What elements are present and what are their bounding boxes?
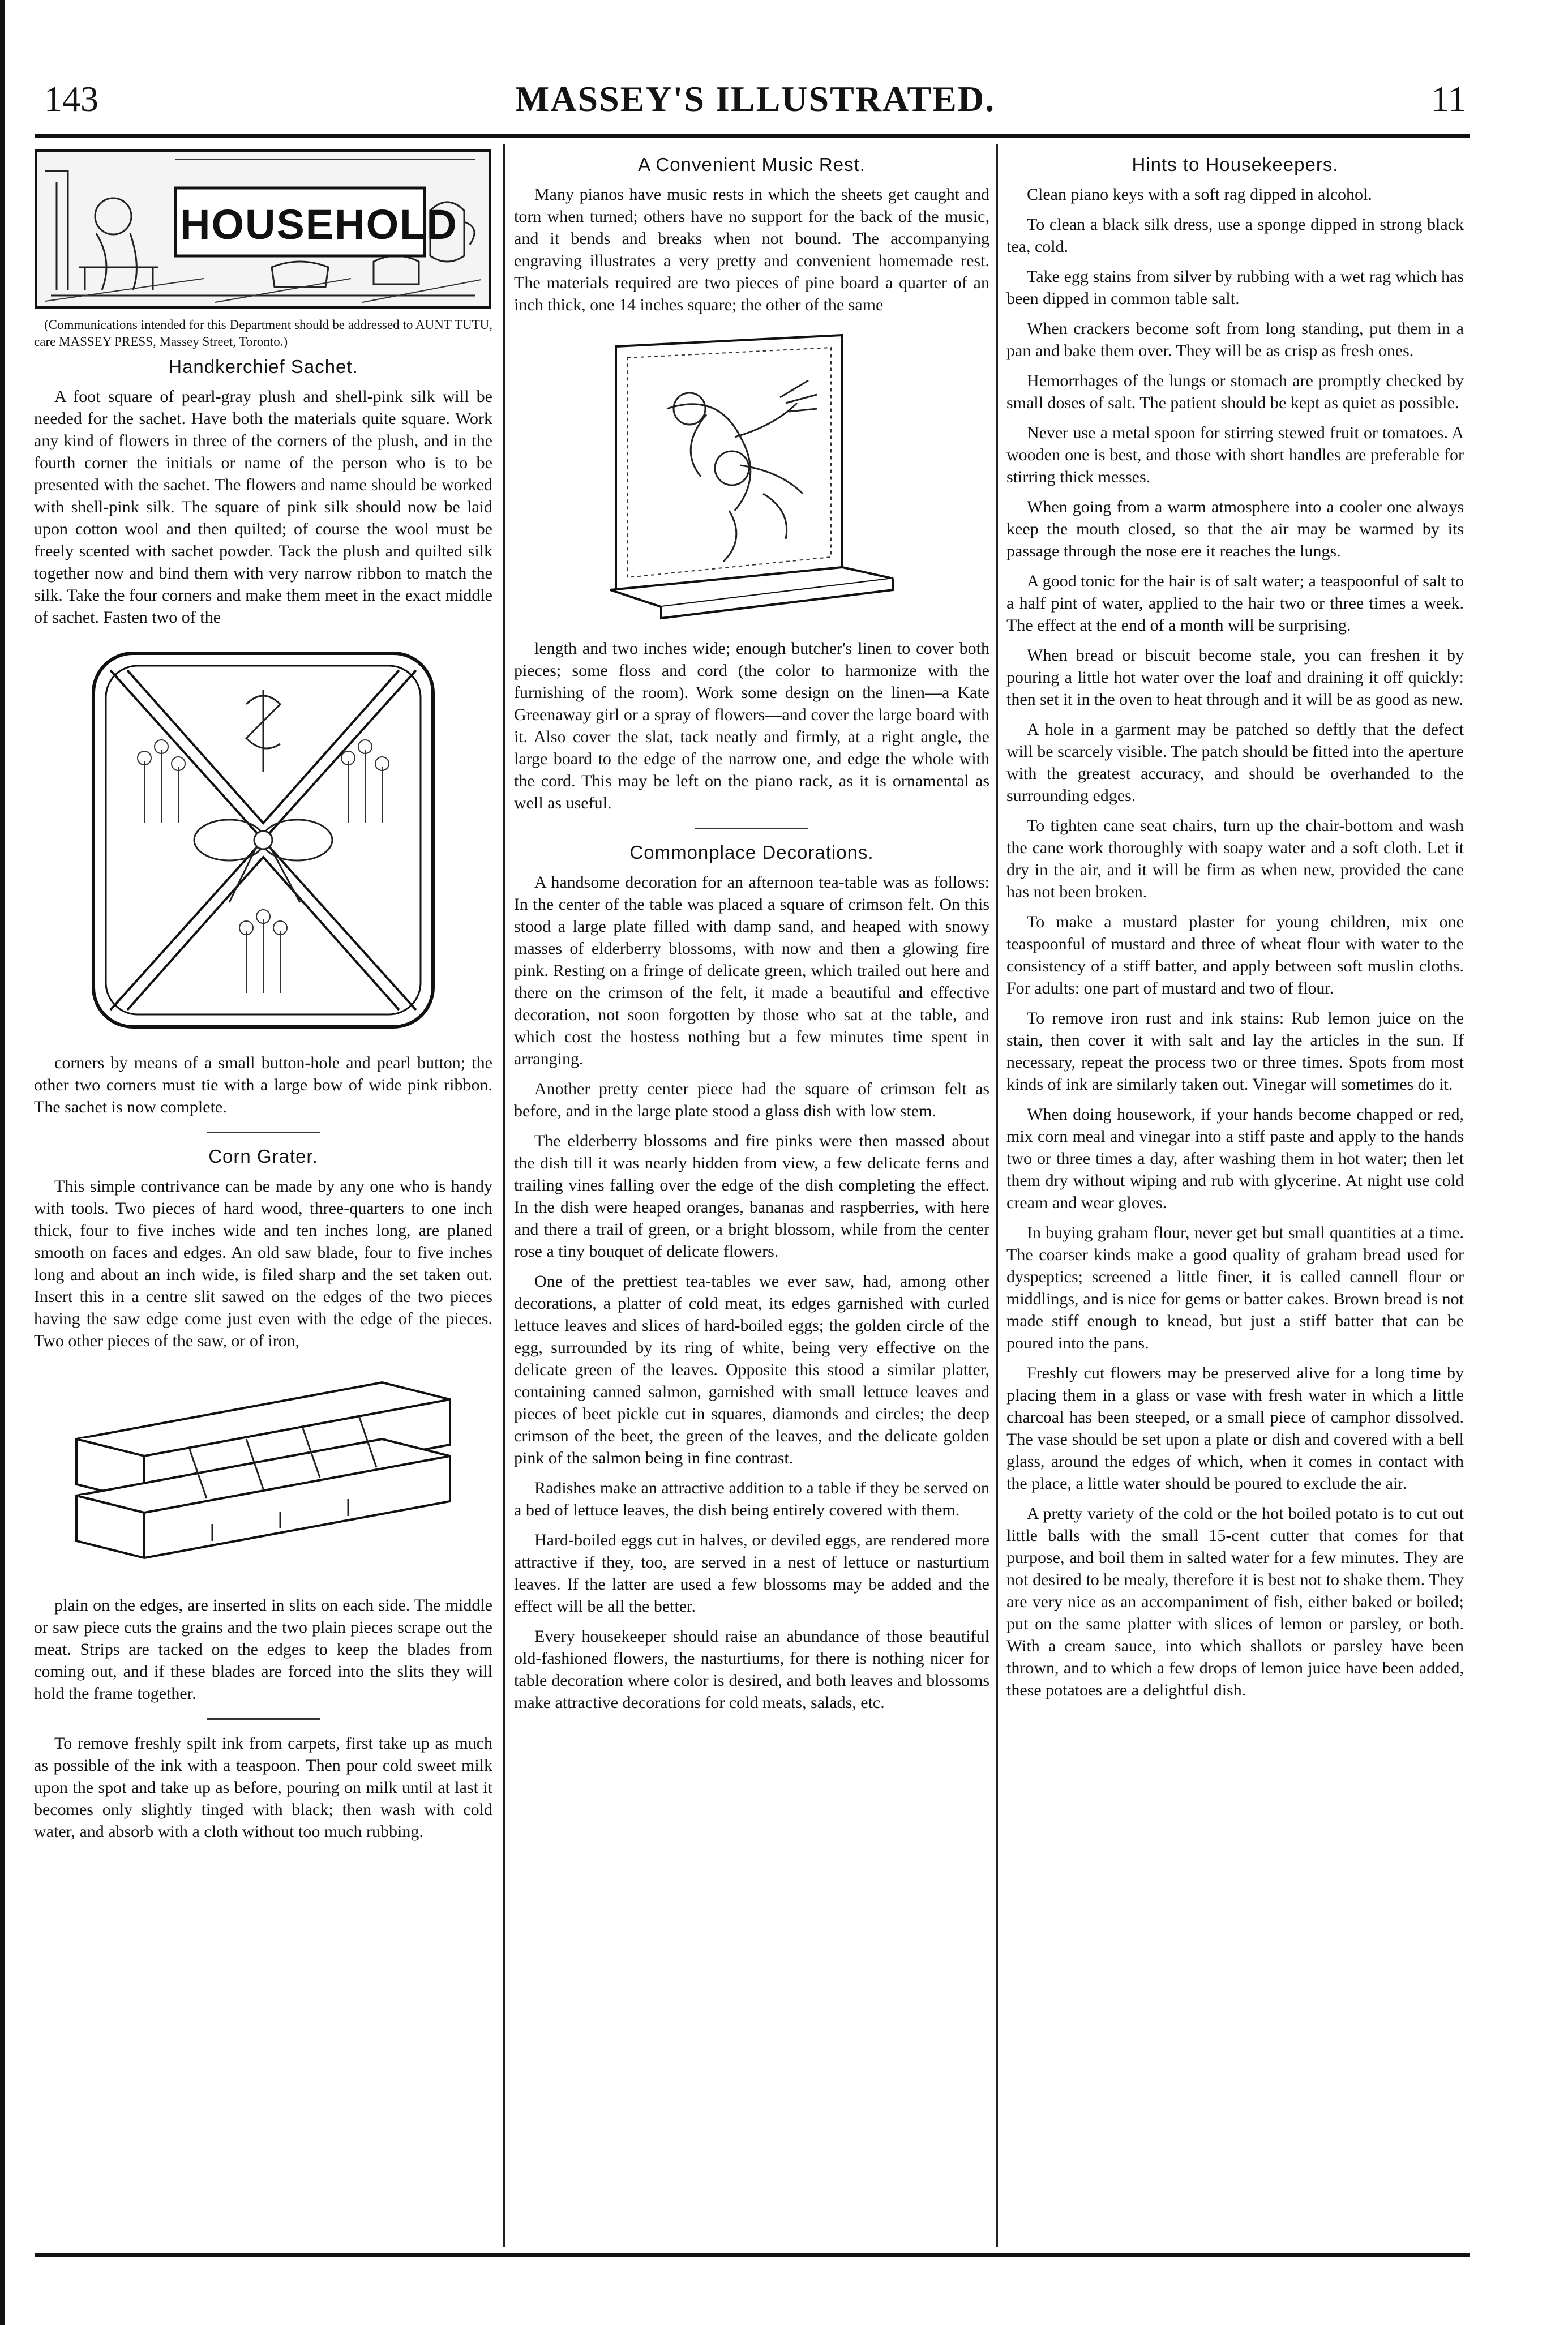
footer-rule — [35, 2253, 1470, 2257]
page-number-right: 11 — [1431, 79, 1466, 119]
hint-item: When going from a warm atmosphere into a cooler one always keep the mouth closed, so that the air may be warmed by its passage through the nose ere it reaches the lungs. — [1006, 498, 1464, 560]
corn-grater-paragraph-2: plain on the edges, are inserted in slits on each side. The middle or saw piece cuts the grains and the two plain pieces scrape out the meat. Strips are tacked on the edges to keep the blades from coming out, and if these blades are forced into the slits they will hold the frame together. — [34, 1596, 492, 1703]
hint-item: To tighten cane seat chairs, turn up the chair-bottom and wash the cane work thoroughly with soapy water and a soft cloth. Let it dry in the air, and it will be firm as when new, provided the cane has not been broken. — [1006, 816, 1464, 901]
sachet-paragraph-1: A foot square of pearl-gray plush and shell-pink silk will be needed for the sachet. Have both the materials quite square. Work any kind of flowers in three of the corners of the plush, and in the fourth corner the initials or name of the person who is to be presented with the sachet. The flowers and name should be worked with shell-pink silk. The square of pink silk should now be laid upon cotton wool and then quilted; of course the wool must be freely scented with sachet powder. Tack the plush and quilted silk together now and bind them with very narrow ribbon to match the silk. Take the four corners and make them meet in the exact middle of sachet. Fasten two of the — [34, 387, 492, 627]
column-decorations — [514, 148, 989, 2243]
sachet-illustration — [76, 636, 450, 1044]
heading-handkerchief-sachet: Handkerchief Sachet. — [168, 356, 358, 377]
page-header — [44, 74, 1466, 125]
hint-item: To remove iron rust and ink stains: Rub lemon juice on the stain, then cover it with salt and lay the articles in the sun. If necessary, repeat the process two or three times. Spots from most kinds of ink are similarly taken out. Vinegar will sometimes do it. — [1006, 1009, 1464, 1094]
decorations-paragraph-5: Radishes make an attractive addition to a table if they be served on a bed of lettuce leaves, the dish being entirely covered with them. — [514, 1479, 989, 1519]
household-banner — [34, 148, 492, 310]
masthead-title: MASSEY'S ILLUSTRATED. — [515, 79, 996, 119]
hint-item: Hemorrhages of the lungs or stomach are promptly checked by small doses of salt. The patient should be kept as quiet as possible. — [1006, 371, 1464, 412]
hint-item: When crackers become soft from long standing, put them in a pan and bake them over. They will be as crisp as fresh ones. — [1006, 319, 1464, 360]
hint-item: Never use a metal spoon for stirring stewed fruit or tomatoes. A wooden one is best, and those with short handles are preferable for stirring thick messes. — [1006, 423, 1464, 486]
music-rest-illustration — [593, 324, 910, 630]
corn-grater-paragraph-1: This simple contrivance can be made by any one who is handy with tools. Two pieces of hard wood, three-quarters to one inch thick, four to five inches wide and ten inches long, are planed smooth on faces and edges. An old saw blade, four to five inches long and about an inch wide, is filed sharp and the set taken out. Insert this in a centre slit sawed on the edges of the two pieces having the saw edge come just even with the edge of the pieces. Two other pieces of the saw, or of iron, — [34, 1177, 492, 1350]
heading-corn-grater: Corn Grater. — [208, 1146, 318, 1167]
heading-hints-to-housekeepers: Hints to Housekeepers. — [1132, 154, 1339, 175]
hint-item: A hole in a garment may be patched so deftly that the defect will be scarcely visible. The patch should be fitted into the aperture with the greatest accuracy, and should be overhanded to the surrounding edges. — [1006, 720, 1464, 805]
page-number-left: 143 — [44, 79, 98, 119]
decorations-paragraph-2: Another pretty center piece had the square of crimson felt as before, and in the large plate stood a glass dish with low stem. — [514, 1080, 989, 1120]
hint-item: In buying graham flour, never get but small quantities at a time. The coarser kinds make a good quality of graham bread used for dyspeptics; screened a little finer, it is called cannell flour or middlings, and is nice for gems or batter cakes. Brown bread is not made stiff enough to knead, but just a stiff batter that can be poured into the pans. — [1006, 1223, 1464, 1352]
hint-item: When doing housework, if your hands become chapped or red, mix corn meal and vinegar into a stiff paste and apply to the hands two or three times a day, after washing them in hot water; then let them dry without wiping and rub with glycerine. At night use cold cream and wear gloves. — [1006, 1105, 1464, 1212]
hint-item: To make a mustard plaster for young children, mix one teaspoonful of mustard and three of wheat flour with water to the consistency of a stiff batter, and apply between soft muslin cloths. For adults: one part of mustard and two of flour. — [1006, 913, 1464, 997]
binding-edge — [0, 0, 5, 2325]
separator — [207, 1132, 320, 1133]
separator — [207, 1718, 320, 1720]
hint-item: To clean a black silk dress, use a sponge dipped in strong black tea, cold. — [1006, 215, 1464, 256]
sachet-paragraph-2: corners by means of a small button-hole and pearl button; the other two corners must tie with a large bow of wide pink ribbon. The sachet is now complete. — [34, 1054, 492, 1116]
decorations-paragraph-4: One of the prettiest tea-tables we ever saw, had, among other decorations, a platter of cold meat, its edges garnished with curled lettuce leaves and slices of hard-boiled eggs; the golden circle of the egg, surrounded by its ring of white, being very effective on the delicate green of the leaves. Opposite this stood a similar platter, containing canned salmon, garnished with small lettuce leaves and pieces of beet pickle cut in squares, diamonds and circles; the deep crimson of the beet, the green of the leaves, and the delicate golden pink of the salmon being in fine contrast. — [514, 1272, 989, 1467]
hint-item: A good tonic for the hair is of salt water; a teaspoonful of salt to a half pint of water, applied to the hair two or three times a week. The effect at the end of a month will be surprising. — [1006, 572, 1464, 635]
corn-grater-illustration — [42, 1360, 484, 1586]
heading-commonplace-decorations: Commonplace Decorations. — [629, 842, 874, 863]
header-rule — [35, 134, 1470, 138]
separator — [695, 828, 808, 829]
spilt-ink-paragraph: To remove freshly spilt ink from carpets, first take up as much as possible of the ink with a teaspoon. Then pour cold sweet milk upon the spot and take up as before, pouring on milk until at last it becomes only slightly tinged with black; then wash with cold water, and absorb with a cloth without too much rubbing. — [34, 1734, 492, 1841]
decorations-paragraph-1: A handsome decoration for an afternoon tea-table was as follows: In the center of the table was placed a square of crimson felt. On this stood a large plate filled with damp sand, and heaped with snowy masses of elderberry blossoms, with now and then a glowing fire pink. Resting on a fringe of delicate green, which trailed out here and there on the crimson of the felt, it made a beautiful and effective decoration, not soon forgotten by those who sat at the table, and which cost the hostess nothing but a few minutes time spent in arranging. — [514, 873, 989, 1068]
column-household — [34, 148, 492, 2243]
column-rule-right — [996, 144, 998, 2247]
decorations-paragraph-6: Hard-boiled eggs cut in halves, or deviled eggs, are rendered more attractive if they, too, are served in a nest of lettuce or nasturtium leaves. If the latter are used a few blossoms may be added and the effect will be all the better. — [514, 1531, 989, 1616]
heading-music-rest: A Convenient Music Rest. — [638, 154, 866, 175]
music-rest-paragraph-1: Many pianos have music rests in which the sheets get caught and torn when turned; others have no support for the back of the music, and it bends and breaks when not bound. The accompanying engraving illustrates a very pretty and convenient homemade rest. The materials required are two pieces of pine board a quarter of an inch thick, one 14 inches square; the other of the same — [514, 185, 989, 314]
decorations-paragraph-3: The elderberry blossoms and fire pinks were then massed about the dish till it was nearly hidden from view, a few delicate ferns and trailing vines falling over the edge of the dish completing the effect. In the dish were heaped oranges, bananas and raspberries, with here and there a trail of green, or a bright blossom, while from the center rose a tiny bouquet of delicate flowers. — [514, 1132, 989, 1261]
hint-item: A pretty variety of the cold or the hot boiled potato is to cut out little balls with the small 15-cent cutter that comes for that purpose, and boil them in salted water for a few minutes. They are not desired to be mealy, therefore it is best not to shake them. They are very nice as an accompaniment of fish, either baked or boiled; put on the same platter with slices of lemon or parsley, or both. With a cream sauce, into which shallots or parsley have been thrown, and to which a few drops of lemon juice have been added, these potatoes are a delightful dish. — [1006, 1504, 1464, 1699]
banner-word: HOUSEHOLD — [180, 201, 458, 248]
hint-item: When bread or biscuit become stale, you can freshen it by pouring a little hot water over the loaf and draining it off quickly: then set it in the oven to heat through and it will be as good as new. — [1006, 646, 1464, 709]
hint-item: Freshly cut flowers may be preserved alive for a long time by placing them in a glass or vase with fresh water in which a little charcoal has been steeped, or a small piece of camphor dissolved. The vase should be set upon a plate or dish and covered with a bell glass, around the edges of which, when it comes in contact with the place, a little water should be poured to exclude the air. — [1006, 1364, 1464, 1493]
hint-item: Take egg stains from silver by rubbing with a wet rag which has been dipped in common table salt. — [1006, 267, 1464, 308]
decorations-paragraph-7: Every housekeeper should raise an abundance of those beautiful old-fashioned flowers, the nasturtiums, for there is nothing nicer for table decoration where color is desired, and both leaves and blossoms make attractive decorations for cold meats, salads, etc. — [514, 1627, 989, 1712]
department-note: (Communications intended for this Department should be addressed to AUNT TUTU, care MASSEY PRESS, Massey Street, Toronto.) — [34, 318, 492, 349]
column-rule-left — [503, 144, 505, 2247]
hint-item: Clean piano keys with a soft rag dipped in alcohol. — [1027, 185, 1372, 204]
music-rest-paragraph-2: length and two inches wide; enough butcher's linen to cover both pieces; some floss and cord (the color to harmonize with the furnishing of the room). Work some design on the linen—a Kate Greenaway girl or a spray of flowers—and cover the large board with it. Also cover the slat, tack neatly and firmly, at a right angle, the large board to the edge of the narrow one, and edge the whole with the cord. This may be left on the piano rack, as it is ornamental as well as useful. — [514, 639, 989, 812]
column-hints — [1006, 148, 1464, 2243]
